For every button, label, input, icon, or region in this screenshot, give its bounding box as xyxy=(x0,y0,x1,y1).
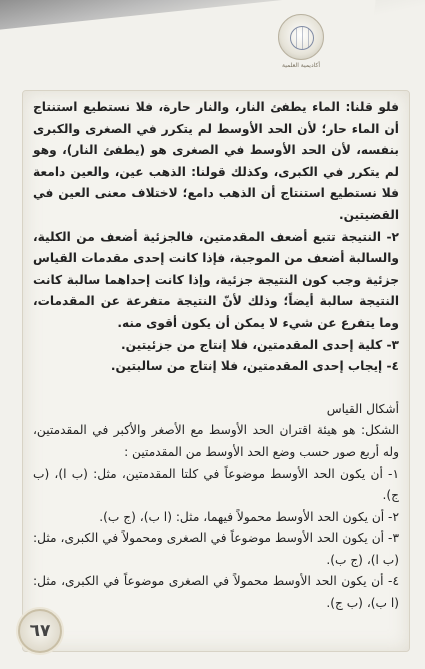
form-1: ١- أن يكون الحد الأوسط موضوعاً في كلتا المقدمتين، مثل: (ب ا)، (ب ج). xyxy=(33,466,399,503)
section-intro: الشكل: هو هيئة اقتران الحد الأوسط مع الأصغر والأكبر في المقدمتين، وله أربع صور حسب وضع الحد الأوسط من المقدمتين : xyxy=(33,423,399,459)
page-text xyxy=(33,97,399,615)
academy-logo xyxy=(275,14,327,74)
section-gap xyxy=(33,378,399,399)
page-number: ٦٧ xyxy=(18,609,62,653)
form-2: ٢- أن يكون الحد الأوسط محمولاً فيهما، مثل: (ا ب)، (ج ب). xyxy=(99,509,399,524)
logo-emblem xyxy=(278,14,324,60)
paragraph-2: ٢- النتيجة تتبع أضعف المقدمتين، فالجزئية أضعف من الكلية، والسالبة أضعف من الموجبة، فإذا كانت إحدى مقدمات القياس جزئية وجب كون النتيجة جزئية، وإذا كانت إحداهما سالبة كانت النتيجة سالبة أيضاً؛ وذلك لأنّ النتيجة متفرعة عن المقدمات، وما يتفرع عن شيء لا يمكن أن يكون أقوى منه. xyxy=(33,229,399,330)
paragraph-3: ٣- كلية إحدى المقدمتين، فلا إنتاج من جزئيتين. xyxy=(121,337,399,352)
globe-icon xyxy=(290,26,314,50)
section-title: أشكال القياس xyxy=(326,401,399,416)
form-4: ٤- أن يكون الحد الأوسط محمولاً في الصغرى موضوعاً في الكبرى، مثل: (ا ب)، (ب ج). xyxy=(33,574,399,611)
logo-caption: أكاديمية العلمية xyxy=(282,62,320,69)
form-3: ٣- أن يكون الحد الأوسط موضوعاً في الصغرى ومحمولاً في الكبرى، مثل: (ب ا)، (ج ب). xyxy=(33,531,399,567)
text-panel xyxy=(22,90,410,652)
paragraph-1: فلو قلنا: الماء يطفئ النار، والنار حارة، فلا نستطيع استنتاج أن الماء حار؛ لأن الحد الأوسط لم يتكرر في الصغرى والكبرى بنفسه، لأن الحد الأوسط في الصغرى هو (يطفئ النار)، وهو لم يتكرر في الكبرى، وكذلك قولنا: الذهب عين، والعين دامعة فلا نستطيع استنتاج أن الذهب دامع؛ لاختلاف معنى العين في القضيتين. xyxy=(33,100,399,222)
paragraph-4: ٤- إيجاب إحدى المقدمتين، فلا إنتاج من سالبتين. xyxy=(110,359,399,374)
